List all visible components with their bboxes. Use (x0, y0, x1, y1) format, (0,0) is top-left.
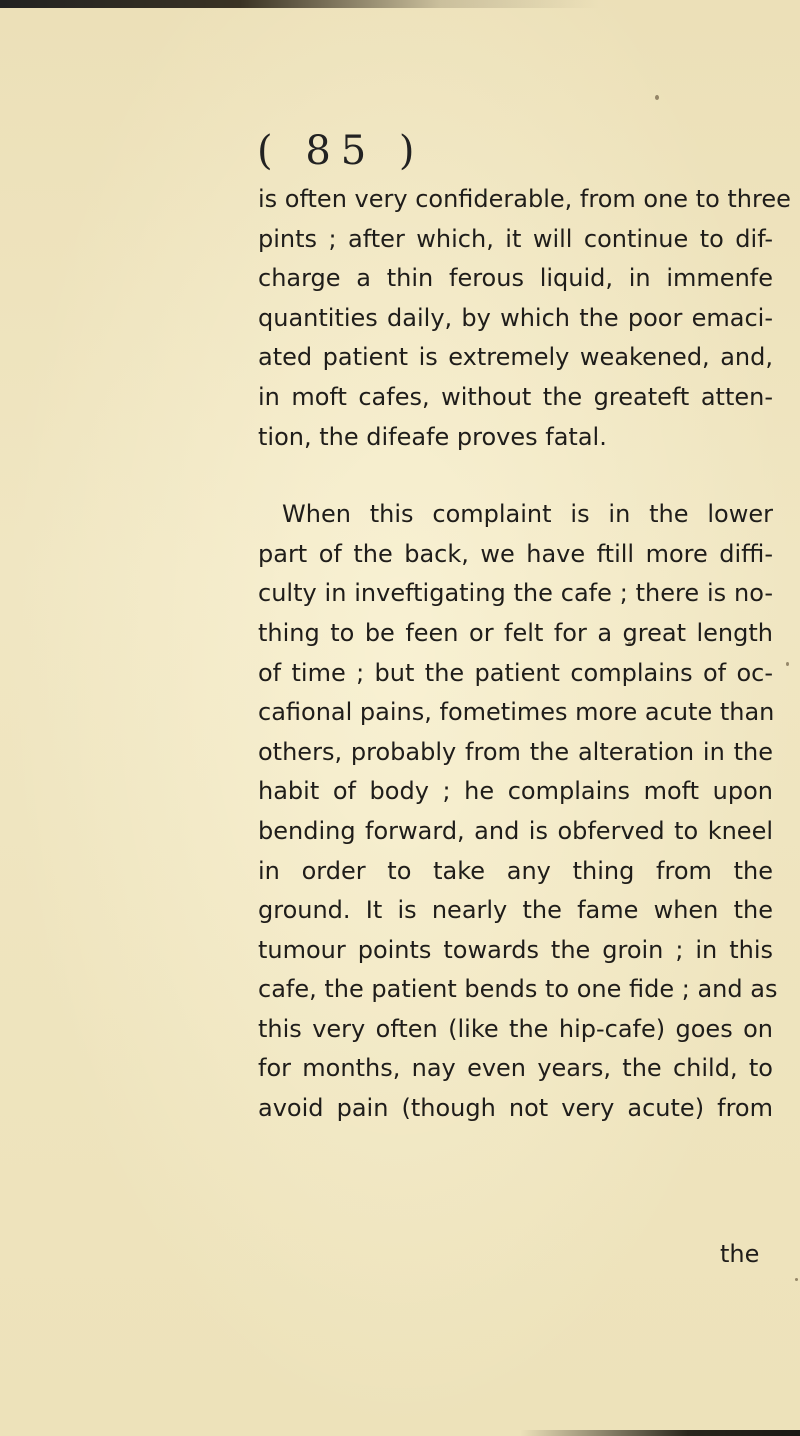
text-line: tumour points towards the groin ; in this (258, 935, 773, 964)
text-line: thing to be feen or felt for a great length (258, 618, 773, 647)
body-text (258, 180, 791, 1129)
paragraph-gap (258, 457, 773, 495)
text-line: in order to take any thing from the (258, 856, 773, 885)
text-line: pints ; after which, it will continue to dif- (258, 224, 773, 253)
text-line: ground. It is nearly the fame when the (258, 896, 773, 925)
text-line: When this complaint is in the lower (282, 500, 773, 529)
text-line: part of the back, we have ftill more diffi- (258, 539, 773, 568)
text-line: this very often (like the hip-cafe) goes on (258, 1014, 773, 1043)
text-line: cafional pains, fometimes more acute than (258, 698, 775, 727)
paragraph (258, 495, 778, 1129)
paper-speck (795, 1278, 798, 1281)
text-line: bending forward, and is obferved to kneel (258, 816, 773, 845)
text-line: habit of body ; he complains moft upon (258, 777, 773, 806)
text-line: for months, nay even years, the child, to (258, 1054, 773, 1083)
text-line: ated patient is extremely weakened, and, (258, 343, 773, 372)
paragraph (258, 180, 791, 457)
text-line: cafe, the patient bends to one fide ; and as (258, 975, 778, 1004)
page-number: ( 85 ) (257, 128, 425, 174)
text-line: charge a thin ferous liquid, in immenfe (258, 264, 773, 293)
paper-speck (655, 95, 659, 100)
paper-speck (786, 662, 789, 666)
text-line: is often very confiderable, from one to three (258, 185, 791, 213)
text-line: culty in inveftigating the cafe ; there is no- (258, 579, 773, 608)
text-line: in moft cafes, without the greateft atten- (258, 382, 773, 411)
text-line: tion, the difeafe proves fatal. (258, 422, 607, 451)
page-top-shadow (0, 0, 800, 8)
text-line: quantities daily, by which the poor emaci- (258, 303, 773, 332)
text-line: others, probably from the alteration in the (258, 737, 773, 766)
catchword: the (720, 1240, 760, 1268)
text-line: avoid pain (though not very acute) from (258, 1094, 773, 1123)
text-line: of time ; but the patient complains of oc- (258, 658, 773, 687)
page-bottom-shadow (520, 1430, 800, 1436)
